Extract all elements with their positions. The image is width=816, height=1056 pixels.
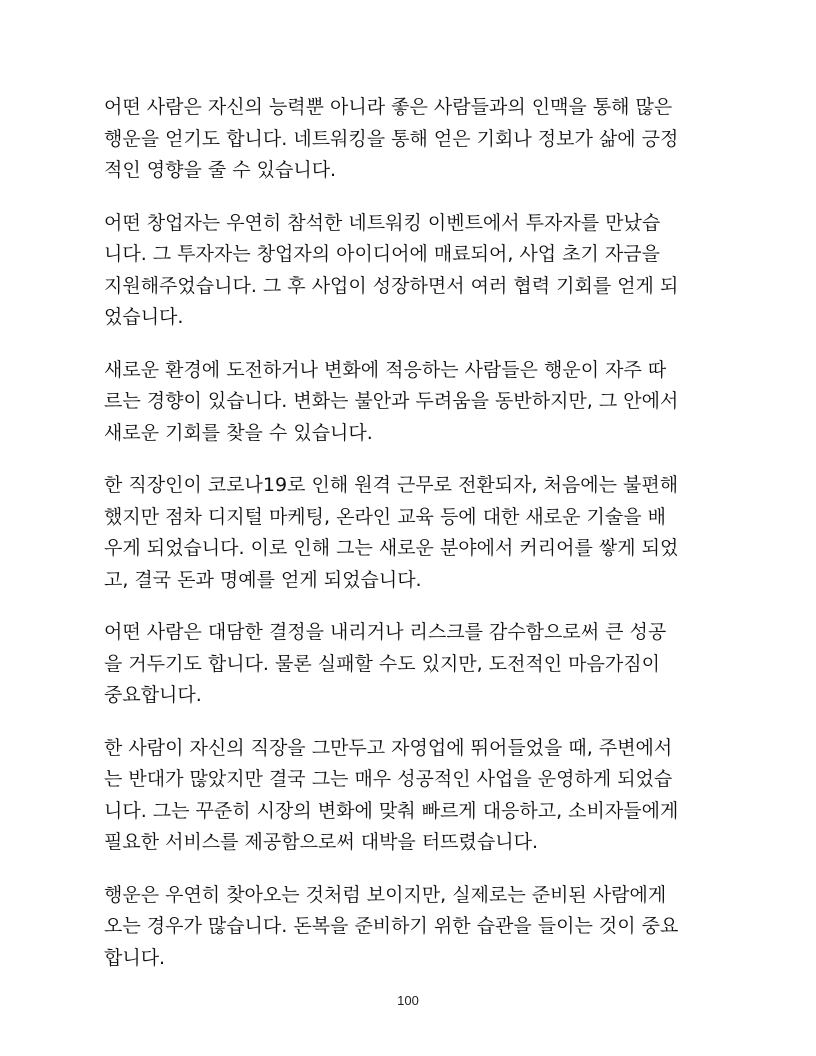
- text-line: 오는 경우가 많습니다. 돈복을 준비하기 위한 습관을 들이는 것이 중요: [104, 915, 679, 937]
- text-line: 새로운 환경에 도전하거나 변화에 적응하는 사람들은 행운이 자주 따: [104, 358, 667, 381]
- paragraph-6: [104, 733, 720, 859]
- text-line: 르는 경향이 있습니다. 변화는 불안과 두려움을 동반하지만, 그 안에서: [104, 390, 679, 412]
- text-line: 중요합니다.: [104, 684, 202, 706]
- text-line: 어떤 사람은 대담한 결정을 내리거나 리스크를 감수함으로써 큰 성공: [104, 621, 667, 643]
- page-content: [104, 92, 720, 995]
- text-line: 행운은 우연히 찾아오는 것처럼 보이지만, 실제로는 준비된 사람에게: [104, 883, 667, 906]
- text-line: 행운을 얻기도 합니다. 네트워킹을 통해 얻은 기회나 정보가 삶에 긍정: [104, 127, 679, 150]
- paragraph-4: [104, 470, 720, 596]
- text-line: 한 사람이 자신의 직장을 그만두고 자영업에 뛰어들었을 때, 주변에서: [104, 736, 673, 759]
- page-number: 100: [397, 993, 419, 1008]
- text-line: 합니다.: [104, 946, 166, 969]
- text-line: 는 반대가 많았지만 결국 그는 매우 성공적인 사업을 운영하게 되었습: [104, 768, 673, 790]
- paragraph-3: [104, 355, 720, 450]
- text-line: 우게 되었습니다. 이로 인해 그는 새로운 분야에서 커리어를 쌓게 되었: [104, 537, 679, 559]
- text-line: 을 거두기도 합니다. 물론 실패할 수도 있지만, 도전적인 마음가짐이: [104, 652, 660, 675]
- text-line: 니다. 그는 꾸준히 시장의 변화에 맞춰 빠르게 대응하고, 소비자들에게: [104, 799, 679, 822]
- text-line: 니다. 그 투자자는 창업자의 아이디어에 매료되어, 사업 초기 자금을: [104, 243, 660, 265]
- text-line: 새로운 기회를 찾을 수 있습니다.: [104, 421, 373, 444]
- paragraph-5: [104, 617, 720, 712]
- text-line: 지원해주었습니다. 그 후 사업이 성장하면서 여러 협력 기회를 얻게 되: [104, 274, 679, 297]
- text-line: 적인 영향을 줄 수 있습니다.: [104, 159, 337, 181]
- text-line: 필요한 서비스를 제공함으로써 대박을 터뜨렸습니다.: [104, 831, 538, 853]
- paragraph-2: [104, 208, 720, 334]
- text-line: 어떤 창업자는 우연히 참석한 네트워킹 이벤트에서 투자자를 만났습: [104, 211, 661, 234]
- paragraph-1: [104, 92, 720, 187]
- text-line: 한 직장인이 코로나19로 인해 원격 근무로 전환되자, 처음에는 불편해: [104, 474, 679, 496]
- paragraph-7: [104, 880, 720, 975]
- text-line: 했지만 점차 디지털 마케팅, 온라인 교육 등에 대한 새로운 기술을 배: [104, 505, 666, 528]
- text-line: 고, 결국 돈과 명예를 얻게 되었습니다.: [104, 568, 422, 591]
- text-line: 었습니다.: [104, 306, 184, 328]
- text-line: 어떤 사람은 자신의 능력뿐 아니라 좋은 사람들과의 인맥을 통해 많은: [104, 96, 673, 118]
